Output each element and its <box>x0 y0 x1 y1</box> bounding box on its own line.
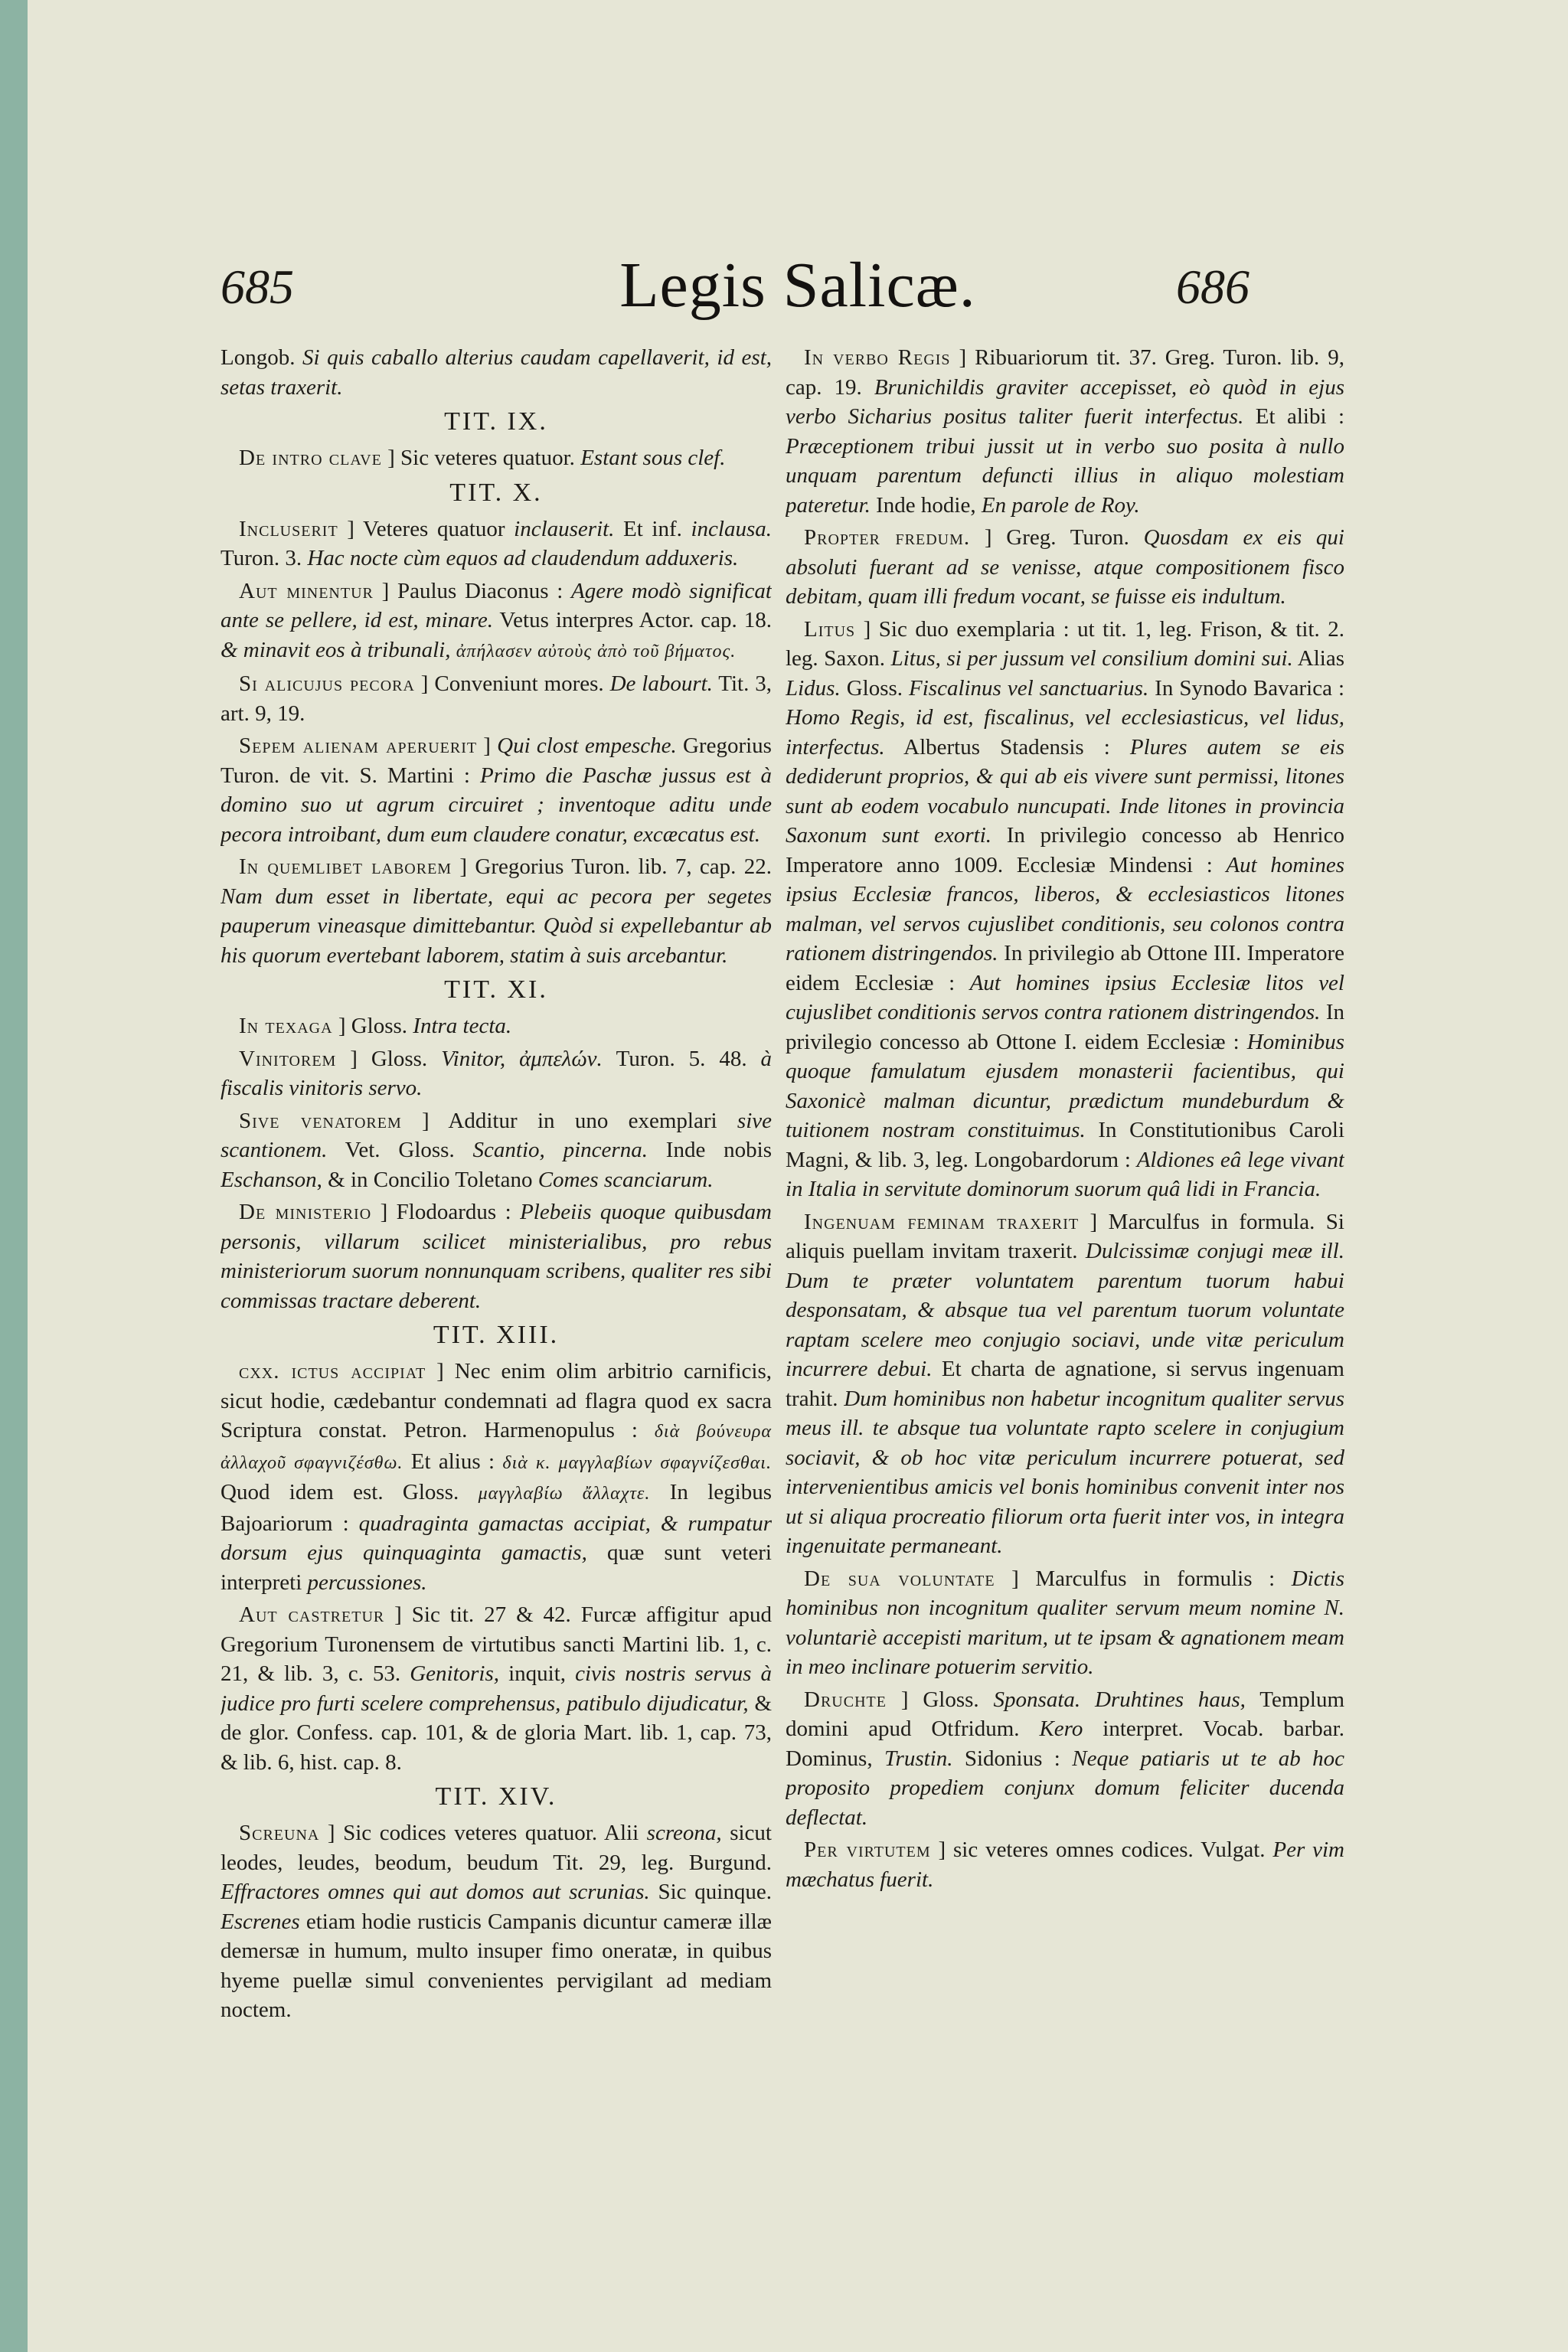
paragraph: Litus ] Sic duo exemplaria : ut tit. 1, leg. Frison, & tit. 2. leg. Saxon. Litus, si per jussum vel consilium domini sui. Alias Lidus. Gloss. Fiscalinus vel sanctuarius. In Synodo Bavarica : Homo Regis, id est, fiscalinus, vel ecclesiasticus, vel lidus, interfectus. Albertus Stadensis : Plures autem se eis dediderunt proprios, & qui ab eis vivere sunt permissi, litones sunt ab eodem vocabulo nuncupati. Inde litones in provincia Saxonum sunt exorti. In privilegio concesso ab Henrico Imperatore anno 1009. Ecclesiæ Mindensi : Aut homines ipsius Ecclesiæ francos, liberos, & ecclesiasticos litones malman, vel servos cujuslibet conditionis, seu colonos contra rationem distringendos. In privilegio ab Ottone III. Imperatore eidem Ecclesiæ : Aut homines ipsius Ecclesiæ litos vel cujuslibet conditionis servos contra rationem distringendos. In privilegio concesso ab Ottone I. eidem Ecclesiæ : Hominibus quoque famulatum ejusdem monasterii facientibus, qui Saxonicè malman dicuntur, prædictum mundeburdum & tuitionem nostram constituimus. In Constitutionibus Caroli Magni, & lib. 3, leg. Longobardorum : Aldiones eâ lege vivant in Italia in servitute dominorum suorum quâ lidi in Francia. <box>786 616 1344 1201</box>
paragraph: De sua voluntate ] Marculfus in formulis : Dictis hominibus non incognitum qualiter servum meum nomine N. voluntariè accepisti maritum, ut te ipsam & agnationem meam in meo inclinare potuerim servitio. <box>786 1566 1344 1679</box>
paragraph: De ministerio ] Flodoardus : Plebeiis quoque quibusdam personis, villarum scilicet ministerialibus, pro rebus ministeriorum suorum nonnunquam scribens, qualiter res sibi commissas tractare deberent. <box>220 1200 772 1313</box>
paragraph: cxx. ictus accipiat ] Nec enim olim arbitrio carnificis, sicut hodie, cædebantur condemnati ad flagra quod ex sacra Scriptura constat. Petron. Harmenopulus : διὰ βούνευρα ἀλλαχοῦ σφαγνιζέσθω. Et alius : διὰ κ. μαγγλαβίων σφαγνίζεσθαι. Quod idem est. Gloss. μαγγλαβίω ἄλλαχτε. In legibus Bajoariorum : quadraginta gamactas accipiat, & rumpatur dorsum ejus quinquaginta gamactis, quæ sunt veteri interpreti percussiones. <box>220 1359 772 1595</box>
paragraph: In verbo Regis ] Ribuariorum tit. 37. Greg. Turon. lib. 9, cap. 19. Brunichildis graviter accepisset, eò quòd in ejus verbo Sicharius positus taliter fuerit interfectus. Et alibi : Præceptionem tribui jussit ut in verbo suo posita à nullo unquam parentum defuncti illius in aliquo molestiam pateretur. Inde hodie, En parole de Roy. <box>786 345 1344 518</box>
paragraph: Aut castretur ] Sic tit. 27 & 42. Furcæ affigitur apud Gregorium Turonensem de virtutibus sancti Martini lib. 1, c. 21, & lib. 3, c. 53. Genitoris, inquit, civis nostris servus à judice pro furti scelere comprehensus, patibulo dijudicatur, & de glor. Confess. cap. 101, & de gloria Mart. lib. 1, cap. 73, & lib. 6, hist. cap. 8. <box>220 1602 772 1775</box>
paragraph: Screuna ] Sic codices veteres quatuor. Alii screona, sicut leodes, leudes, beodum, beudum Tit. 29, leg. Burgund. Effractores omnes qui aut domos aut scrunias. Sic quinque. Escrenes etiam hodie rusticis Campanis dicuntur cameræ illæ demersæ in humum, multo insuper fimo oneratæ, in quibus hyeme puellæ simul convenientes pervigilant ad mediam noctem. <box>220 1821 772 2022</box>
book-page <box>28 0 1568 2352</box>
paragraph: Druchte ] Gloss. Sponsata. Druhtines haus, Templum domini apud Otfridum. Kero interpret. Vocab. barbar. Dominus, Trustin. Sidonius : Neque patiaris ut te ab hoc proposito propediem conjunx domum feliciter ducenda deflectat. <box>786 1687 1344 1830</box>
paragraph: In quemlibet laborem ] Gregorius Turon. lib. 7, cap. 22. Nam dum esset in libertate, equi ac pecora per segetes pauperum vineasque dimittebantur. Quòd si expellebantur ab his quorum evertebant laborem, statim à suis arcebantur. <box>220 854 772 968</box>
running-title: Legis Salicæ. <box>619 250 976 321</box>
section-heading: TIT. XI. <box>444 975 548 1004</box>
left-column <box>220 343 772 2203</box>
page-number-left: 685 <box>220 260 294 314</box>
paragraph: Sive venatorem ] Additur in uno exemplari sive scantionem. Vet. Gloss. Scantio, pincerna. Inde nobis Eschanson, & in Concilio Toletano Comes scanciarum. <box>220 1108 772 1192</box>
section-heading: TIT. X. <box>449 478 543 507</box>
page-number-right: 686 <box>1176 260 1250 314</box>
paragraph: Ingenuam feminam traxerit ] Marculfus in formula. Si aliquis puellam invitam traxerit. Dulcissimæ conjugi meæ ill. Dum te præter voluntatem parentum tuorum habui desponsatam, & absque tua vel parentum tuorum voluntate raptam scelere meo conjugio sociavi, unde vitæ periculum incurrere debui. Et charta de agnatione, si servus ingenuam trahit. Dum hominibus non habetur incognitum qualiter servus meus ill. te absque tua voluntate rapto scelere in conjugium sociavit, & ob hoc vitæ periculum incurrere potuerat, sed intervenientibus amicis vel bonis hominibus convenit inter nos ut si aliqua procreatio filiorum orta fuerit inter vos, in integra ingenuitate permaneant. <box>786 1209 1344 1558</box>
paragraph: Aut minentur ] Paulus Diaconus : Agere modò significat ante se pellere, id est, minare. Vetus interpres Actor. cap. 18. & minavit eos à tribunali, ἀπήλασεν αὐτοὺς ἀπὸ τοῦ βήματος. <box>220 578 772 662</box>
paragraph: Vinitorem ] Gloss. Vinitor, ἀμπελών. Turon. 5. 48. à fiscalis vinitoris servo. <box>220 1046 772 1100</box>
paragraph: In texaga ] Gloss. Intra tecta. <box>239 1014 512 1038</box>
section-heading: TIT. XIV. <box>435 1782 557 1811</box>
paragraph: Sepem alienam aperuerit ] Qui clost empesche. Gregorius Turon. de vit. S. Martini : Primo die Paschæ jussus est à domino suo ut agrum circuiret ; inventoque aditu unde pecora introibant, dum eum claudere conatur, excæcatus est. <box>220 733 772 847</box>
paragraph: De intro clave ] Sic veteres quatuor. Estant sous clef. <box>239 446 726 470</box>
page-header <box>28 243 1568 328</box>
paragraph: Longob. Si quis caballo alterius caudam capellaverit, id est, setas traxerit. <box>220 345 772 400</box>
section-heading: TIT. XIII. <box>433 1321 560 1349</box>
paragraph: Propter fredum. ] Greg. Turon. Quosdam ex eis qui absoluti fuerant ad se venisse, atque compositionem fisco debitam, quam illi fredum vocant, se fuisse eis indultum. <box>786 525 1344 609</box>
right-column <box>786 343 1344 2203</box>
paragraph: Per virtutem ] sic veteres omnes codices. Vulgat. Per vim mæchatus fuerit. <box>786 1838 1344 1892</box>
paragraph: Incluserit ] Veteres quatuor inclauserit. Et inf. inclausa. Turon. 3. Hac nocte cùm equos ad claudendum adduxeris. <box>220 516 772 570</box>
section-heading: TIT. IX. <box>444 407 548 436</box>
paragraph: Si alicujus pecora ] Conveniunt mores. De labourt. Tit. 3, art. 9, 19. <box>220 671 772 726</box>
